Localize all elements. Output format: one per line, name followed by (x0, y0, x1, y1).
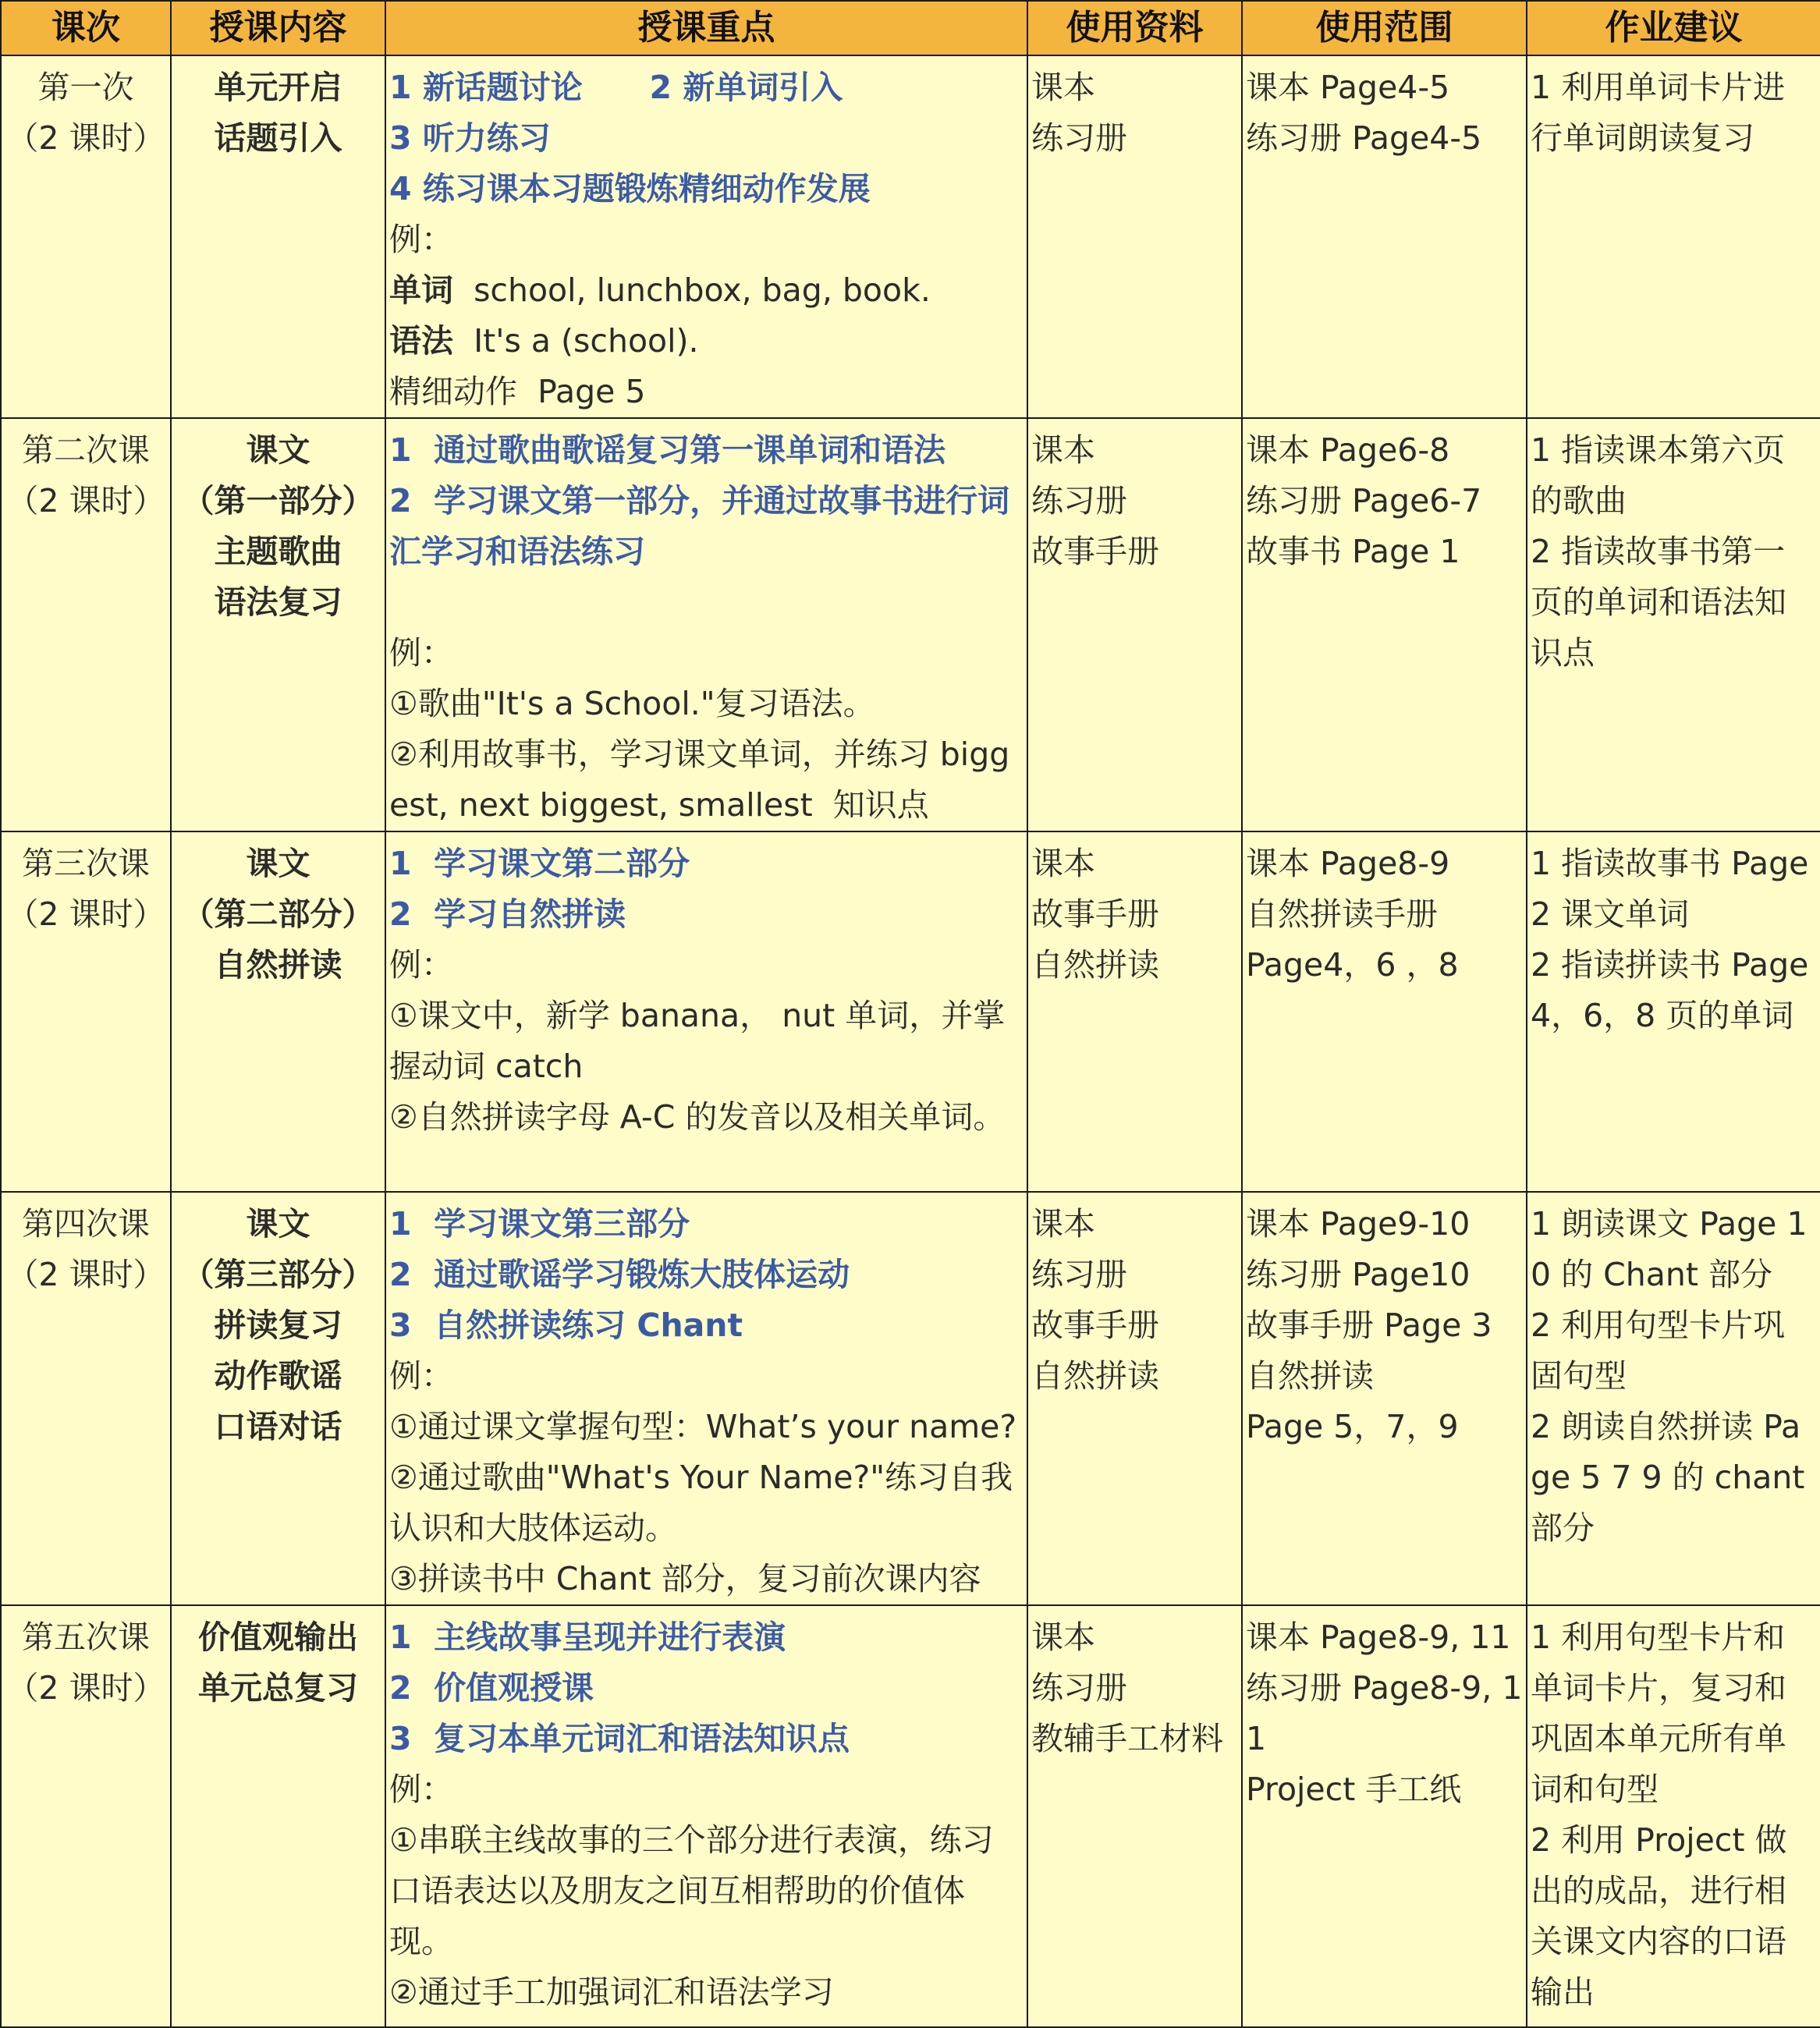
example-line: ②通过歌曲"What's Your Name?"练习自我认识和大肢体运动。 (389, 1459, 1013, 1547)
lesson-cell (1, 1605, 171, 2027)
scope-item: 课本 Page4-5 (1246, 69, 1450, 106)
material-item: 课本 (1031, 431, 1095, 469)
scope-item: 课本 Page8-9 (1246, 845, 1450, 882)
lesson-name: 第四次课 (22, 1205, 150, 1243)
materials-cell (1027, 55, 1242, 418)
example-line: 语法 It's a (school). (389, 322, 699, 360)
content-cell (171, 1192, 385, 1605)
content-line: 话题引入 (214, 119, 342, 157)
scope-item: 课本 Page9-10 (1246, 1205, 1471, 1243)
content-line: 课文 (246, 431, 310, 469)
scope-item: Page4，6 ，8 (1246, 946, 1459, 984)
homework-item: 1 利用句型卡片和单词卡片，复习和巩固本单元所有单词和句型 (1531, 1618, 1786, 1808)
table-row (1, 1605, 1820, 2027)
key-point: 3 复习本单元词汇和语法知识点 (389, 1720, 850, 1757)
materials-cell (1027, 418, 1242, 831)
example-line: 例： (389, 1357, 453, 1395)
example-line: 例： (389, 221, 453, 258)
key-points-cell (385, 1192, 1027, 1605)
scope-cell (1242, 55, 1527, 418)
example-line: 例： (389, 634, 453, 672)
material-item: 练习册 (1031, 1669, 1127, 1707)
example-line: ②通过手工加强词汇和语法学习 (389, 1973, 834, 2011)
homework-item: 2 利用 Project 做出的成品，进行相关课文内容的口语输出 (1531, 1821, 1787, 2011)
content-cell (171, 418, 385, 831)
scope-item: Page 5，7，9 (1246, 1408, 1459, 1445)
homework-item: 2 指读拼读书 Page 4，6，8 页的单词 (1531, 946, 1809, 1034)
material-item: 练习册 (1031, 1256, 1127, 1293)
scope-item: 自然拼读 (1246, 1357, 1374, 1395)
homework-item: 1 利用单词卡片进行单词朗读复习 (1531, 69, 1786, 157)
key-point: 1 学习课文第三部分 (389, 1205, 690, 1243)
scope-cell (1242, 418, 1527, 831)
scope-item: 故事手册 Page 3 (1246, 1306, 1492, 1344)
content-cell (171, 831, 385, 1192)
header-key-points: 授课重点 (385, 1, 1027, 55)
table-row (1, 1192, 1820, 1605)
content-cell (171, 1605, 385, 2027)
key-points-cell (385, 831, 1027, 1192)
key-points-cell (385, 418, 1027, 831)
homework-item: 2 朗读自然拼读 Page 5 7 9 的 chant 部分 (1531, 1408, 1805, 1547)
content-line: 主题歌曲 (214, 533, 342, 570)
lesson-cell (1, 418, 171, 831)
table-row (1, 55, 1820, 418)
scope-cell (1242, 831, 1527, 1192)
content-line: （第二部分） (182, 895, 374, 933)
scope-item: 自然拼读手册 (1246, 895, 1438, 933)
lesson-hours: （2 课时） (6, 1669, 165, 1707)
key-point: 1 主线故事呈现并进行表演 (389, 1618, 786, 1656)
key-point: 2 价值观授课 (389, 1669, 594, 1707)
key-points-cell (385, 55, 1027, 418)
lesson-name: 第一次 (37, 69, 134, 106)
scope-item: 练习册 Page4-5 (1246, 119, 1482, 157)
header-scope: 使用范围 (1242, 1, 1527, 55)
homework-item: 2 指读故事书第一页的单词和语法知识点 (1531, 533, 1786, 672)
key-points-cell (385, 1605, 1027, 2027)
material-item: 故事手册 (1031, 1306, 1159, 1344)
homework-item: 1 指读课本第六页的歌曲 (1531, 431, 1786, 519)
scope-item: 练习册 Page6-7 (1246, 482, 1482, 519)
material-item: 练习册 (1031, 482, 1127, 519)
key-point: 3 自然拼读练习 Chant (389, 1306, 743, 1344)
content-line: （第一部分） (182, 482, 374, 519)
example-line: ②自然拼读字母 A-C 的发音以及相关单词。 (389, 1098, 1006, 1136)
material-item: 教辅手工材料 (1031, 1720, 1223, 1757)
scope-cell (1242, 1605, 1527, 2027)
content-line: 单元总复习 (198, 1669, 358, 1707)
table-row (1, 831, 1820, 1192)
homework-item: 1 朗读课文 Page 10 的 Chant 部分 (1531, 1205, 1808, 1293)
lesson-hours: （2 课时） (6, 119, 165, 157)
scope-cell (1242, 1192, 1527, 1605)
key-point: 2 学习课文第一部分，并通过故事书进行词汇学习和语法练习 (389, 482, 1010, 570)
material-item: 练习册 (1031, 119, 1127, 157)
key-point: 1 通过歌曲歌谣复习第一课单词和语法 (389, 431, 946, 469)
key-point: 2 通过歌谣学习锻炼大肢体运动 (389, 1256, 850, 1293)
material-item: 课本 (1031, 1205, 1095, 1243)
material-item: 故事手册 (1031, 533, 1159, 570)
header-content: 授课内容 (171, 1, 385, 55)
homework-item: 2 利用句型卡片巩固句型 (1531, 1306, 1786, 1395)
content-line: 自然拼读 (214, 946, 342, 984)
content-line: 动作歌谣 (214, 1357, 342, 1395)
scope-item: 练习册 Page8-9, 11 (1246, 1669, 1523, 1757)
example-line: ①串联主线故事的三个部分进行表演，练习口语表达以及朋友之间互相帮助的价值体现。 (389, 1821, 994, 1960)
example-line: ①通过课文掌握句型：What’s your name? (389, 1408, 1017, 1445)
homework-cell (1527, 1192, 1820, 1605)
key-point: 4 练习课本习题锻炼精细动作发展 (389, 170, 871, 207)
material-item: 故事手册 (1031, 895, 1159, 933)
homework-item: 1 指读故事书 Page 2 课文单词 (1531, 845, 1809, 933)
materials-cell (1027, 1192, 1242, 1605)
materials-cell (1027, 1605, 1242, 2027)
scope-item: 课本 Page8-9, 11 (1246, 1618, 1511, 1656)
content-line: 课文 (246, 1205, 310, 1243)
content-line: （第三部分） (182, 1256, 374, 1293)
example-label: 语法 (389, 322, 453, 360)
example-spacer (389, 577, 1024, 628)
example-line: 单词 school, lunchbox, bag, book. (389, 271, 931, 309)
material-item: 自然拼读 (1031, 1357, 1159, 1395)
material-item: 自然拼读 (1031, 946, 1159, 984)
table-row (1, 418, 1820, 831)
material-item: 课本 (1031, 845, 1095, 882)
key-point: 1 学习课文第二部分 (389, 845, 690, 882)
content-line: 语法复习 (214, 583, 342, 621)
lesson-name: 第五次课 (22, 1618, 150, 1656)
lesson-hours: （2 课时） (6, 1256, 165, 1293)
scope-item: 课本 Page6-8 (1246, 431, 1450, 469)
lesson-name: 第二次课 (22, 431, 150, 469)
content-line: 口语对话 (214, 1408, 342, 1445)
header-materials: 使用资料 (1027, 1, 1242, 55)
content-line: 拼读复习 (214, 1306, 342, 1344)
homework-cell (1527, 831, 1820, 1192)
header-lesson: 课次 (1, 1, 171, 55)
lesson-cell (1, 1192, 171, 1605)
lesson-hours: （2 课时） (6, 482, 165, 519)
key-point: 1 新话题讨论 2 新单词引入 (389, 69, 843, 106)
example-line: ①课文中，新学 banana， nut 单词，并掌握动词 catch (389, 997, 1006, 1085)
materials-cell (1027, 831, 1242, 1192)
content-line: 课文 (246, 845, 310, 882)
lesson-cell (1, 831, 171, 1192)
lesson-cell (1, 55, 171, 418)
example-line: ②利用故事书，学习课文单词，并练习 biggest, next biggest, smallest 知识点 (389, 736, 1010, 824)
homework-cell (1527, 55, 1820, 418)
scope-item: Project 手工纸 (1246, 1771, 1462, 1808)
content-cell (171, 55, 385, 418)
homework-cell (1527, 1605, 1820, 2027)
example-line: 精细动作 Page 5 (389, 373, 646, 410)
header-row (1, 1, 1820, 55)
material-item: 课本 (1031, 1618, 1095, 1656)
scope-item: 练习册 Page10 (1246, 1256, 1471, 1293)
example-label: 单词 (389, 271, 453, 309)
example-line: 例： (389, 946, 453, 984)
header-homework: 作业建议 (1527, 1, 1820, 55)
content-line: 单元开启 (214, 69, 342, 106)
key-point: 3 听力练习 (389, 119, 551, 157)
material-item: 课本 (1031, 69, 1095, 106)
scope-item: 故事书 Page 1 (1246, 533, 1460, 570)
homework-cell (1527, 418, 1820, 831)
lesson-name: 第三次课 (22, 845, 150, 882)
lesson-hours: （2 课时） (6, 895, 165, 933)
content-line: 价值观输出 (198, 1618, 358, 1656)
example-line: ①歌曲"It's a School."复习语法。 (389, 685, 875, 722)
key-point: 2 学习自然拼读 (389, 895, 626, 933)
example-line: ③拼读书中 Chant 部分，复习前次课内容 (389, 1560, 981, 1597)
example-line: 例： (389, 1771, 453, 1808)
